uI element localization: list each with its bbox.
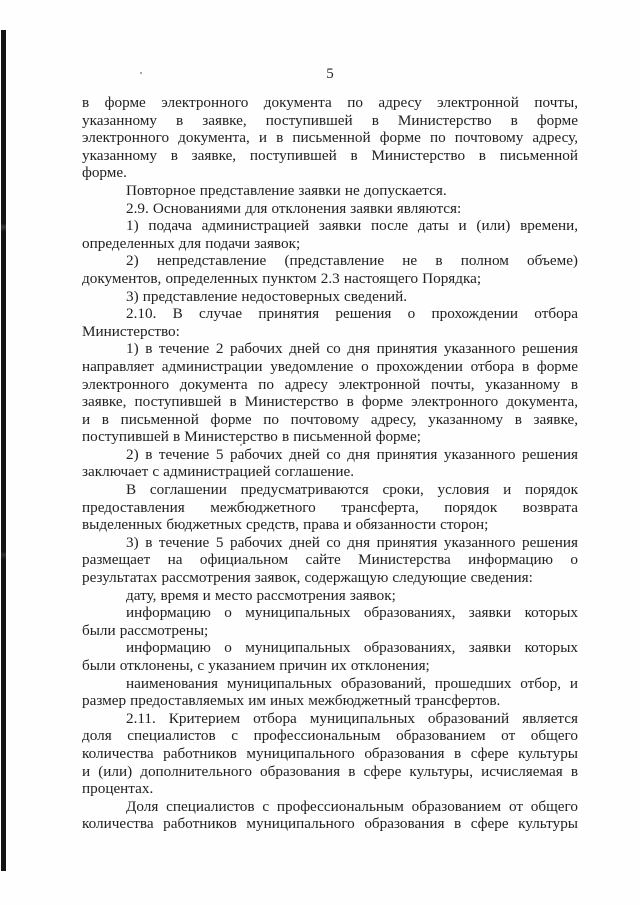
text-line: дату, время и место рассмотрения заявок; (126, 586, 396, 604)
text-line: 3) в течение 5 рабочих дней со дня принятия указанного решения (126, 533, 578, 551)
text-line: 1) подача администрацией заявки после даты и (или) времени, (126, 217, 578, 235)
text-line: электронного документа по адресу электронной почты, указанному в (82, 375, 578, 393)
text-line: количества работников муниципального образования в сфере культуры (82, 815, 578, 833)
text-line: заявке, поступившей в Министерство в форме электронного документа, (82, 393, 578, 411)
paragraph (82, 604, 578, 639)
text-line: были рассмотрены; (82, 621, 209, 639)
paragraph (82, 675, 578, 710)
text-line: были отклонены, с указанием причин их отклонения; (82, 657, 430, 674)
text-line: 3) представление недостоверных сведений. (126, 287, 408, 305)
text-line: наименования муниципальных образований, прошедших отбор, и (126, 674, 578, 692)
text-line: и (или) дополнительного образования в сфере культуры, исчисляемая в (82, 762, 578, 780)
text-line: В соглашении предусматриваются сроки, условия и порядок (126, 481, 578, 499)
paragraph (82, 481, 578, 534)
text-line: 2.9. Основаниями для отклонения заявки являются: (126, 199, 462, 217)
text-line: информацию о муниципальных образованиях, заявки которых (126, 604, 578, 622)
text-line: Министерство: (82, 322, 180, 340)
paragraph (82, 710, 578, 798)
text-line: Повторное представление заявки не допускается. (126, 181, 447, 199)
text-line: выделенных бюджетных средств, права и обязанности сторон; (82, 516, 489, 534)
text-line: в форме электронного документа по адресу электронной почты, (82, 94, 578, 111)
text-line: информацию о муниципальных образованиях, заявки которых (126, 639, 578, 657)
text-line: 2.11. Критерием отбора муниципальных образований является (126, 709, 578, 727)
page-number: 5 (326, 66, 334, 82)
paragraph (82, 340, 578, 446)
paragraph (82, 288, 578, 306)
text-line: электронного документа, и в письменной форме по почтовому адресу, (82, 129, 578, 147)
paragraph (82, 446, 578, 481)
scan-edge-artifact (1, 30, 6, 871)
paragraph (82, 94, 578, 182)
paragraph (82, 182, 578, 200)
text-line: Доля специалистов с профессиональным образованием от общего (126, 797, 578, 815)
text-line: указанному в заявке, поступившей в Министерство в письменной (82, 146, 578, 164)
paragraph (82, 639, 578, 674)
document-body (82, 94, 578, 833)
text-line: процентах. (82, 780, 154, 798)
text-line: направляет администрации уведомление о прохождении отбора в форме (82, 357, 578, 375)
text-line: заключает с администрацией соглашение. (82, 463, 355, 481)
text-line: 2.10. В случае принятия решения о прохождении отбора (126, 305, 578, 323)
text-line: определенных для подачи заявок; (82, 234, 301, 252)
text-line: указанному в заявке, поступившей в Министерство в форме (82, 111, 578, 129)
paragraph (82, 798, 578, 833)
text-line: документов, определенных пунктом 2.3 настоящего Порядка; (82, 269, 482, 287)
text-line: и в письменной форме по почтовому адресу, указанному в заявке, (82, 410, 578, 428)
paragraph (82, 587, 578, 605)
paragraph (82, 200, 578, 218)
paragraph (82, 305, 578, 340)
text-line: поступившей в Министерство в письменной форме; (82, 428, 421, 446)
text-line: размещает на официальном сайте Министерства информацию о (82, 551, 578, 569)
text-line: предоставления межбюджетного трансферта, порядок возврата (82, 498, 578, 516)
paragraph (82, 252, 578, 287)
text-line: доля специалистов с профессиональным образованием от общего (82, 727, 578, 745)
text-line: 1) в течение 2 рабочих дней со дня принятия указанного решения (126, 340, 578, 358)
text-line: количества работников муниципального образования в сфере культуры (82, 744, 578, 762)
text-line: результатах рассмотрения заявок, содержащую следующие сведения: (82, 569, 533, 587)
paragraph (82, 217, 578, 252)
text-line: 2) непредставление (представление не в полном объеме) (126, 252, 578, 270)
text-line: форме. (82, 164, 127, 182)
text-line: размер предоставляемых им иных межбюджетный трансфертов. (82, 692, 501, 710)
paragraph (82, 534, 578, 587)
text-line: 2) в течение 5 рабочих дней со дня принятия указанного решения (126, 445, 578, 463)
